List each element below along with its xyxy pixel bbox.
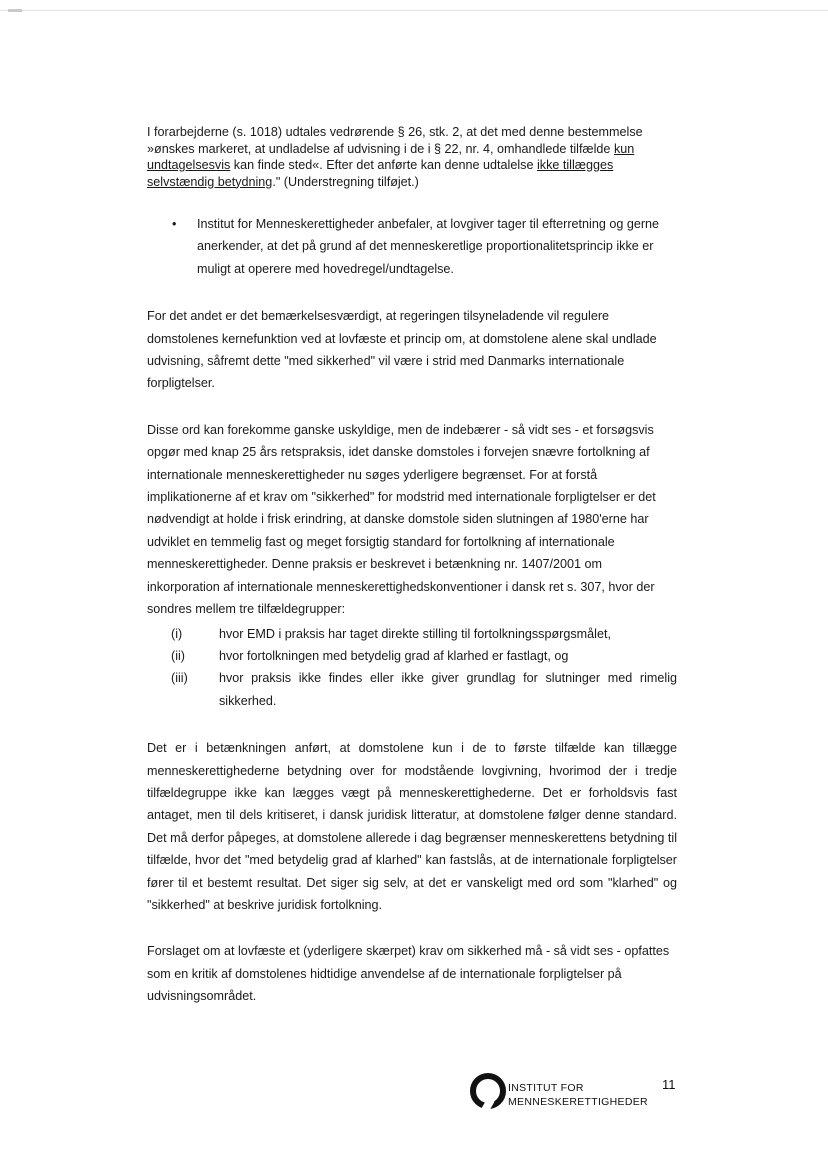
logo-line-1: INSTITUT FOR bbox=[508, 1082, 584, 1094]
recommendation-bullet bbox=[147, 213, 677, 280]
list-item-text: hvor praksis ikke findes eller ikke giver grundlag for slutninger med rimelig sikkerhed. bbox=[219, 671, 677, 708]
list-item bbox=[147, 667, 677, 712]
bullet-marker: • bbox=[172, 217, 177, 231]
paragraph-quote bbox=[147, 124, 677, 190]
paragraph-3: Disse ord kan forekomme ganske uskyldige, men de indebærer - så vidt ses - et forsøgsvis opgør med knap 25 års retspraksis, idet danske domstoles i forvejen snævre fortolkning af internationale menneskerettigheder nu søges yderligere begrænset. For at forstå implikationerne af et krav om "sikkerhed" for modstrid med internationale forpligtelser er det nødvendigt at holde i frisk erindring, at danske domstole siden slutningen af 1980'erne har udviklet en temmelig fast og meget forsigtig standard for fortolkning af internationale menneskerettigheder. Denne praksis er beskrevet i betænkning nr. 1407/2001 om inkorporation af internationale menneskerettighedskonventioner i dansk ret s. 307, hvor der sondres mellem tre tilfældegrupper: bbox=[147, 422, 656, 617]
quote-text-2: kan finde sted«. Efter det anførte kan denne udtalelse bbox=[230, 158, 537, 172]
list-item-text: hvor EMD i praksis har taget direkte stilling til fortolkningsspørgsmålet, bbox=[219, 626, 611, 641]
quote-text-1: I forarbejderne (s. 1018) udtales vedrørende § 26, stk. 2, at det med denne bestemmelse »ønskes markeret, at undladelse af udvisning i de i § 22, nr. 4, omhandlede tilfælde bbox=[147, 125, 643, 156]
footer-logo bbox=[470, 1073, 680, 1113]
list-item-number: (iii) bbox=[171, 671, 188, 686]
list-item bbox=[147, 645, 677, 667]
logo-line-2: MENNESKERETTIGHEDER bbox=[508, 1096, 648, 1108]
list-item-number: (i) bbox=[171, 626, 183, 641]
bullet-text: Institut for Menneskerettigheder anbefaler, at lovgiver tager til efterretning og gerne anerkender, at det på grund af det menneskeretlige proportionalitetsprincip ikke er muligt at operere med hovedregel/undtagelse. bbox=[197, 217, 660, 276]
list-item bbox=[147, 623, 677, 645]
paragraph-5: Forslaget om at lovfæste et (yderligere skærpet) krav om sikkerhed må - så vidt ses - opfattes som en kritik af domstolenes hidtidige anvendelse af de internationale forpligtelser på udvisningsområdet. bbox=[147, 944, 670, 1004]
list-item-text: hvor fortolkningen med betydelig grad af klarhed er fastlagt, og bbox=[219, 648, 569, 663]
scan-corner-mark bbox=[8, 9, 22, 12]
quote-text-3: ." (Understregning tilføjet.) bbox=[272, 174, 419, 189]
underlined-selvstaendig-betydning: ikke tillægges selvstændig betydning bbox=[147, 158, 614, 189]
scan-edge-line bbox=[0, 10, 828, 11]
paragraph-4: Det er i betænkningen anført, at domstolene kun i de to første tilfælde kan tillægge menneskerettighederne betydning over for modstående lovgivning, hvorimod der i tredje tilfældegruppe ikke kan lægges vægt på menneskerettighederne. Det er forholdsvis fast antaget, men til dels kritiseret, i dansk juridisk litteratur, at domstolene følger denne standard. Det må derfor påpeges, at domstolene allerede i dag begrænser menneskerettens betydning til tilfælde, hvor det "med betydelig grad af klarhed" kan fastslås, at de internationale forpligtelser fører til et bestemt resultat. Det siger sig selv, at det er vanskeligt med ord som "klarhed" og "sikkerhed" at beskrive juridisk fortolkning. bbox=[147, 741, 677, 912]
case-groups-list bbox=[147, 623, 677, 713]
underlined-kun-undtagelsesvis: kun undtagelsesvis bbox=[147, 141, 635, 172]
page-number: 11 bbox=[662, 1077, 676, 1092]
paragraph-2: For det andet er det bemærkelsesværdigt, at regeringen tilsyneladende vil regulere domstolenes kernefunktion ved at lovfæste et princip om, at domstolene alene skal undlade udvisning, såfremt dette "med sikkerhed" vil være i strid med Danmarks internationale forpligtelser. bbox=[147, 309, 657, 391]
logo-text bbox=[508, 1081, 648, 1109]
list-item-number: (ii) bbox=[171, 648, 185, 663]
document-page bbox=[147, 124, 677, 1008]
